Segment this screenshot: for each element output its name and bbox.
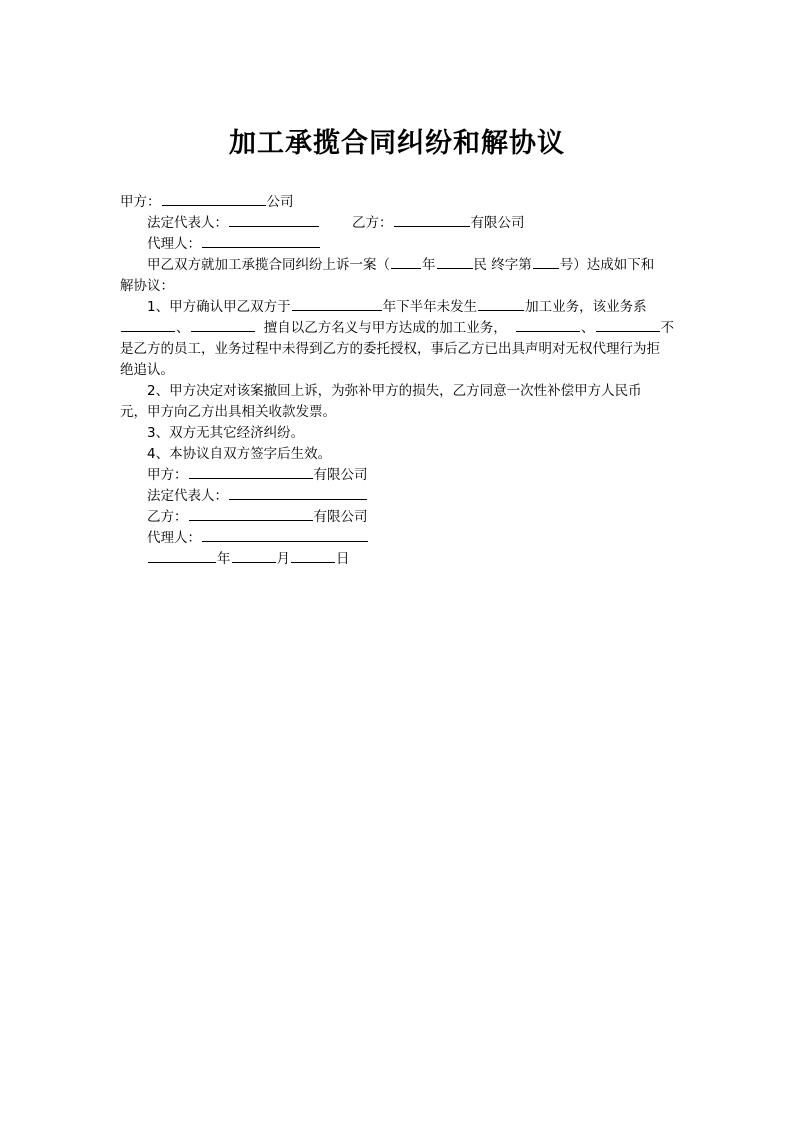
- document-title: 加工承揽合同纠纷和解协议: [229, 128, 565, 159]
- sig-legal-rep-line: [147, 486, 368, 506]
- clause-2-line-1: [147, 381, 642, 401]
- sig-party-a-line: [147, 465, 368, 485]
- clause-1-a3: 加工业务，该业务系: [525, 299, 647, 315]
- sig-party-a-blank[interactable]: [189, 465, 313, 479]
- intro-text: 甲乙双方就加工承揽合同纠纷上诉一案（: [147, 257, 390, 273]
- intro-line-2: [120, 276, 174, 296]
- clause-1-line-2-right: [515, 318, 674, 338]
- sig-month-blank[interactable]: [232, 549, 276, 563]
- clause-2-line-2: [120, 402, 336, 422]
- intro-min: 民: [473, 257, 487, 273]
- clause-1-line-3: [120, 339, 660, 359]
- agent-label: 代理人：: [147, 236, 201, 252]
- clause-1-b3: 、: [581, 320, 595, 336]
- clause-1-line-2-left: [120, 318, 256, 338]
- case-year-blank[interactable]: [391, 255, 421, 269]
- sig-agent-line: [147, 528, 369, 548]
- party-b-label: 乙方：: [352, 215, 393, 231]
- party-b-suffix: 有限公司: [470, 215, 525, 231]
- sig-day-blank[interactable]: [291, 549, 335, 563]
- intro-line-1: [147, 255, 654, 275]
- person-4-blank[interactable]: [596, 318, 660, 332]
- sig-party-b-suffix: 有限公司: [313, 509, 368, 525]
- clause-2-b: 元，甲方向乙方出具相关收款发票。: [120, 404, 336, 420]
- clause-4-line: [147, 444, 331, 464]
- intro-zhong: 终字第: [491, 257, 532, 273]
- clause-3-line: [147, 423, 304, 443]
- sig-party-a-label: 甲方：: [147, 467, 188, 483]
- party-b-blank[interactable]: [394, 213, 470, 227]
- person-1-blank[interactable]: [121, 318, 175, 332]
- case-code-blank[interactable]: [437, 255, 473, 269]
- intro-line-2-text: 解协议：: [120, 278, 174, 294]
- clause-4: 4、本协议自双方签字后生效。: [147, 446, 332, 462]
- case-number-blank[interactable]: [533, 255, 559, 269]
- clause-1-d: 绝追认。: [120, 362, 174, 378]
- clause-1-business-blank[interactable]: [478, 297, 524, 311]
- agent-blank[interactable]: [202, 234, 320, 248]
- party-a-suffix: 公司: [266, 194, 294, 210]
- sig-agent-label: 代理人：: [147, 530, 201, 546]
- clause-1-line-4: [120, 360, 174, 380]
- clause-1-b1: 、: [176, 320, 190, 336]
- clause-1-line-2: [120, 318, 674, 338]
- clause-1-a1: 1、甲方确认甲乙双方于: [147, 299, 291, 315]
- sig-party-b-line: [147, 507, 368, 527]
- clause-1-line-1: [147, 297, 647, 317]
- agent-line: [147, 234, 321, 254]
- legal-rep-blank[interactable]: [229, 213, 319, 227]
- legal-rep-label: 法定代表人：: [147, 215, 228, 231]
- sig-day-label: 日: [336, 551, 350, 567]
- person-3-blank[interactable]: [516, 318, 580, 332]
- clause-1-c: 是乙方的员工，业务过程中未得到乙方的委托授权，事后乙方已出具声明对无权代理行为拒: [120, 341, 660, 357]
- clause-1-a2: 年下半年未发生: [382, 299, 478, 315]
- sig-year-blank[interactable]: [148, 549, 216, 563]
- sig-legal-rep-blank[interactable]: [229, 486, 367, 500]
- sig-party-b-label: 乙方：: [147, 509, 188, 525]
- sig-year-label: 年: [217, 551, 231, 567]
- person-2-blank[interactable]: [191, 318, 255, 332]
- sig-date-line: [147, 549, 350, 569]
- sig-legal-rep-label: 法定代表人：: [147, 488, 228, 504]
- sig-party-a-suffix: 有限公司: [313, 467, 368, 483]
- legal-rep-line: [147, 213, 525, 233]
- clause-1-b4: 不: [660, 320, 674, 336]
- sig-party-b-blank[interactable]: [189, 507, 313, 521]
- party-a-blank[interactable]: [162, 192, 266, 206]
- sig-agent-blank[interactable]: [202, 528, 368, 542]
- sig-month-label: 月: [276, 551, 290, 567]
- clause-1-year-blank[interactable]: [292, 297, 382, 311]
- intro-hao: 号）达成如下和: [559, 257, 655, 273]
- clause-3: 3、双方无其它经济纠纷。: [147, 425, 305, 441]
- party-a-label: 甲方：: [120, 194, 161, 210]
- clause-2-a: 2、甲方决定对该案撤回上诉，为弥补甲方的损失，乙方同意一次性补偿甲方人民币: [147, 383, 642, 399]
- party-a-line: [120, 192, 294, 212]
- clause-1-b2: 擅自以乙方名义与甲方达成的加工业务，: [263, 320, 507, 336]
- intro-year: 年: [422, 257, 436, 273]
